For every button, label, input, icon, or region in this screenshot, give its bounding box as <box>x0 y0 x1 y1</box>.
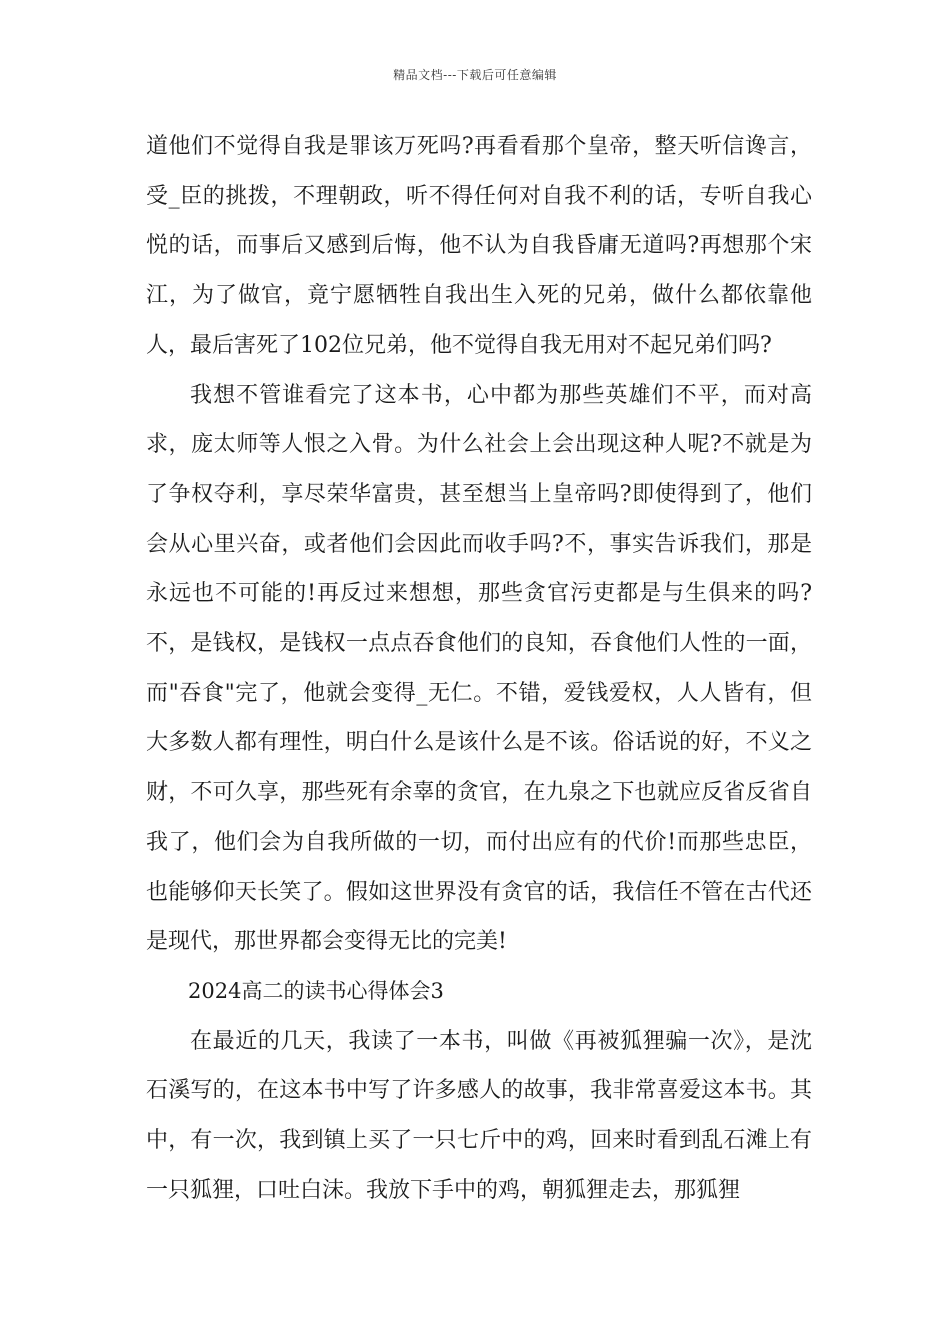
paragraph-reflection: 我想不管谁看完了这本书，心中都为那些英雄们不平，而对高求，庞太师等人恨之入骨。为什么社会上会出现这种人呢?不就是为了争权夺利，享尽荣华富贵，甚至想当上皇帝吗?即使得到了，他们会从心里兴奋，或者他们会因此而收手吗?不，事实告诉我们，那是永远也不可能的!再反过来想想，那些贪官污吏都是与生俱来的吗?不，是钱权，是钱权一点点吞食他们的良知，吞食他们人性的一面，而"吞食"完了，他就会变得_无仁。不错，爱钱爱权，人人皆有，但大多数人都有理性，明白什么是该什么是不该。俗话说的好，不义之财，不可久享，那些死有余辜的贪官，在九泉之下也就应反省反省自我了，他们会为自我所做的一切，而付出应有的代价!而那些忠臣，也能够仰天长笑了。假如这世界没有贪官的话，我信任不管在古代还是现代，那世界都会变得无比的完美! <box>146 382 812 955</box>
page-header: 精品文档---下载后可任意编辑 <box>393 68 557 82</box>
document-body <box>146 122 812 1215</box>
paragraph-story: 在最近的几天，我读了一本书，叫做《再被狐狸骗一次》，是沈石溪写的，在这本书中写了许多感人的故事，我非常喜爱这本书。其中，有一次，我到镇上买了一只七斤中的鸡，回来时看到乱石滩上有一只狐狸，口吐白沫。我放下手中的鸡，朝狐狸走去，那狐狸 <box>146 1028 812 1203</box>
paragraph-continued: 道他们不觉得自我是罪该万死吗?再看看那个皇帝，整天听信谗言，受_臣的挑拨，不理朝政，听不得任何对自我不利的话，专听自我心悦的话，而事后又感到后悔，他不认为自我昏庸无道吗?再想那个宋江，为了做官，竟宁愿牺牲自我出生入死的兄弟，做什么都依靠他人，最后害死了102位兄弟，他不觉得自我无用对不起兄弟们吗? <box>146 134 812 358</box>
section-heading: 2024高二的读书心得体会3 <box>188 978 444 1003</box>
